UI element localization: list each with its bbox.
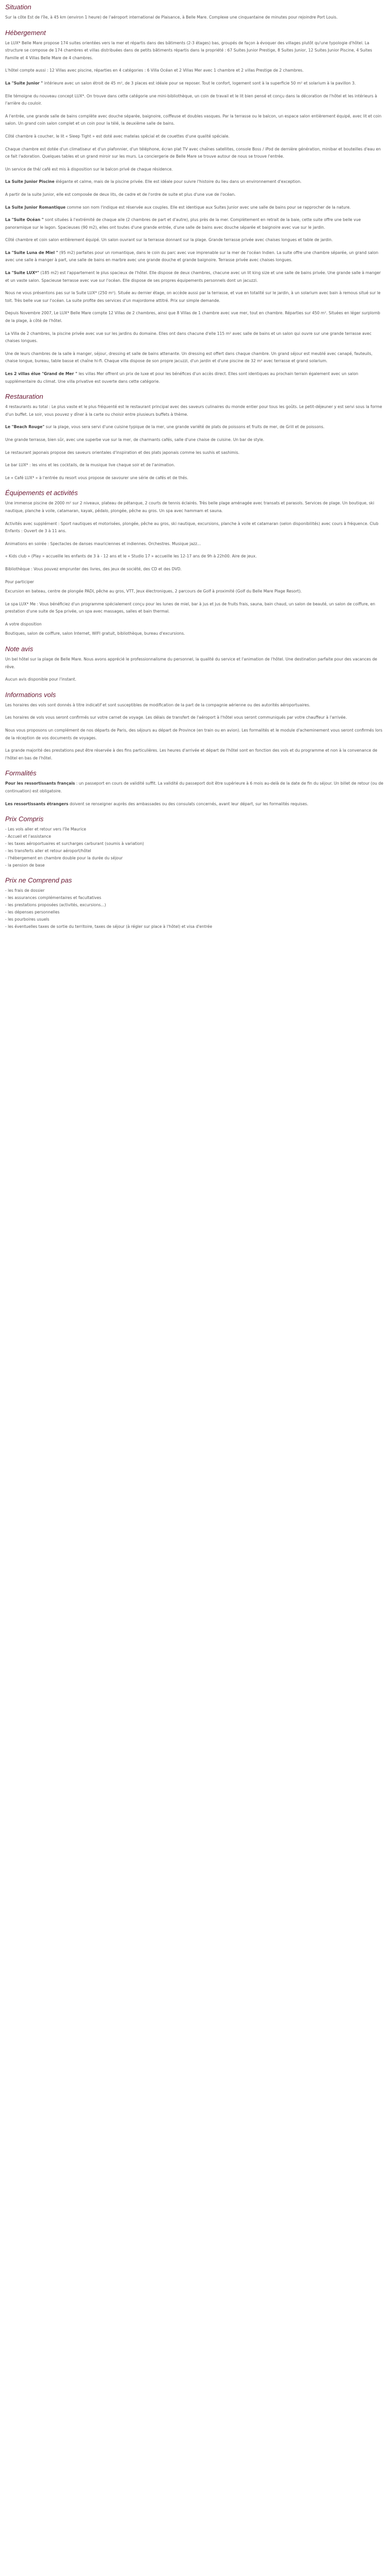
- beach-rouge-label: Le "Beach Rouge": [5, 425, 45, 430]
- equipements-p4: « Kids club » (Play » accueille les enfants de 3 à - 12 ans et le « Studio 17 » accueille les 12-17 ans de 9h à 22h00. Aire de jeux.: [5, 554, 257, 559]
- hebergement-p2: L'hôtel compte aussi : 12 Villas avec piscine, réparties en 4 catégories : 6 Villa Océan et 2 Villas Mer avec 1 chambre et 2 villas Prestige de 2 chambres.: [5, 68, 304, 73]
- suite-ocean-label: La "Suite Océan ": [5, 217, 44, 223]
- formalites-p1-label: Pour les ressortissants français: [5, 781, 75, 786]
- hebergement-p13: Côté chambre et coin salon entièrement équipé. Un salon ouvrant sur la terrasse donnant sur la plage. Grande terrasse privée avec chaises longues et table de jardin.: [5, 238, 333, 243]
- prix-comprend-item: - l'hébergement en chambre double pour la durée du séjour: [5, 856, 123, 861]
- restauration-p1: 4 restaurants au total : Le plus vaste et le plus fréquenté est le restaurant principal avec des saveurs culinaires du monde entier pour tous les goûts. Le petit-déjeuner y est servi sous la forme d'un buffet. Le soir, vous pouvez y dîner à la carte ou choisir entre plusieurs buffets à thème.: [5, 404, 382, 417]
- prix-non-comprend-item: - les pourboires usuels: [5, 917, 50, 922]
- villas-p1: Nous ne vous présentons pas sur la Suite LUX* (250 m²). Située au dernier étage, on accède aussi par la terrasse, et vue en totalité sur le jardin, à un solarium avec bain à remous situé sur le toit. Très belle vue sur l'océan. La suite profite des services d'un majordome attitré. Prix sur simple demande.: [5, 291, 381, 303]
- hebergement-p9: [5, 178, 386, 186]
- note-title: Note avis: [5, 645, 34, 653]
- situation-text: Sur la côte Est de l'île, à 45 km (environ 1 heure) de l'aéroport international de Plaisance, à Belle Mare. Complexe une cinquantaine de minutes pour rejoindre Port Louis.: [5, 15, 338, 20]
- suite-junior-text: intérieure avec un salon étroit de 45 m², de 3 places est idéale pour se reposer. Tout le confort, logement sont à la superficie 50 m² et solarium à la pavillon 3.: [43, 80, 356, 86]
- prix-non-comprend-title: Prix ne Comprend pas: [5, 876, 72, 885]
- formalites-p2-text: doivent se renseigner auprès des ambassades ou des consulats concernés, avant leur départ, sur les formalités requises.: [68, 801, 308, 806]
- prix-non-comprend-item: - les frais de dossier: [5, 888, 45, 893]
- villas-p2: Depuis Novembre 2007, Le LUX* Belle Mare compte 12 Villas de 2 chambres, ainsi que 8 Villas de 1 chambre avec vue mer, tout en chambre. Réparties sur 450 m². Situées en léger surplomb de la plage, à côté de l'hôtel.: [5, 311, 380, 324]
- equipements-p8: Le spa LUX* Me : Vous bénéficiez d'un programme spécialement conçu pour les lunes de miel, bar à jus et jus de fruits frais, sauna, bain chaud, un salon de beauté, un salon de coiffure, en prestation d'une suite de Spa privée, un spa avec massages, salles et bain thermal.: [5, 601, 376, 614]
- hebergement-p4: Elle témoigne du nouveau concept LUX*. On trouve dans cette catégorie une mini-bibliothèque, un coin de travail et le lit bien pensé et conçu dans la décoration de l'hôtel et les intérieurs à l'arrière du couloir.: [5, 93, 378, 106]
- hebergement-p5: A l'entrée, une grande salle de bains complète avec douche séparée, baignoire, coiffeuse et doubles vasques. Par la terrasse ou le balcon, un espace salon entièrement équipé, avec lit et coin salon. Un grand coin salon complet et un coin pour la télé, la deuxième salle de bains.: [5, 113, 382, 126]
- villas-p3: La Villa de 2 chambres, la piscine privée avec vue sur les jardins du domaine. Elles ont dans chacune d'elle 115 m² avec salle de bains et un salon qui ouvre sur une grande terrasse avec chaises longues.: [5, 331, 372, 344]
- hebergement-p1: Le LUX* Belle Mare propose 174 suites orientées vers la mer et répartis dans des bâtiments (2-3 étages) bas, groupés de façon à évoquer des villages plutôt qu'une typologie d'hôtel. La structure se compose de 174 chambres et villas distribuées dans de petits bâtiments répartis dans la propriété : 67 Suites Junior Prestige, 8 Suites Junior, 12 Suites Junior Piscine, 4 Suites Famille et 4 Villas Belle Mare de 4 chambres.: [5, 40, 372, 60]
- hebergement-p8: Un service de thé/ café est mis à disposition sur le balcon privé de chaque résidence.: [5, 166, 173, 172]
- restauration-p4: Le restaurant japonais propose des saveurs orientales d'inspiration et des plats japonais comme les sushis et sashimis.: [5, 450, 240, 455]
- equipements-p7: Excursion en bateau, centre de plongée PADI, pêche au gros, VTT, Jeux électroniques, 2 parcours de Golf à proximité (Golf du Belle Mare Plage Resort).: [5, 589, 302, 594]
- prix-comprend-item: - les taxes aéroportuaires et surcharges carburant (soumis à variation): [5, 841, 144, 846]
- restauration-p6: Le « Café LUX* » à l'entrée du resort vous propose de savourer une série de cafés et de thés.: [5, 475, 188, 480]
- suite-piscine-label: La Suite Junior Piscine: [5, 179, 55, 184]
- suite-lux-text: (185 m2) est l'appartement le plus spacieux de l'hôtel. Elle dispose de deux chambres, chacune avec un lit king size et une salle de bains privée. Une grande salle à manger et un vaste salon. Spacieuse terrasse avec vue sur l'océan. Elle dispose de ses propres équipements personnels dont un jacuzzi.: [5, 270, 381, 283]
- equipements-title: Équipements et activités: [5, 489, 78, 497]
- formalites-p2: [5, 801, 386, 808]
- equipements-p5: Bibliothèque : Vous pouvez emprunter des livres, des jeux de société, des CD et des DVD.: [5, 566, 182, 571]
- informations-p3: Nous vous proposons un complément de nos départs de Paris, des séjours au départ de Province (en train ou en avion). Les formalités et le module d'acheminement vous seront confirmés lors de la réception de vos documents de voyages.: [5, 728, 383, 740]
- hebergement-p11: [5, 204, 386, 212]
- restauration-p3: Une grande terrasse, bien sûr, avec une superbe vue sur la mer, de charmants cafés, salle d'une chaise de cuisine. Un bar de style.: [5, 437, 265, 442]
- prix-comprend-item: - la pension de base: [5, 863, 45, 868]
- hebergement-p12: [5, 216, 386, 231]
- equipements-p3: Animations en soirée : Spectacles de danses mauriciennes et indiennes. Orchestres. Musique jazz...: [5, 541, 201, 546]
- formalites-p1: [5, 780, 386, 795]
- villa-mer-label: Les 2 villas élue "Grand de Mer ": [5, 371, 77, 376]
- prix-comprend-item: - Accueil et l'assistance: [5, 834, 51, 839]
- suite-romantique-text: comme son nom l'indique est réservée aux couples. Elle est identique aux Suites Junior avec une salle de bains pour se rapprocher de la nature.: [66, 205, 351, 210]
- restauration-p2: [5, 423, 386, 431]
- extras-p1: Une de leurs chambres de la salle à manger, séjour, dressing et salle de bains attenante. Un dressing est offert dans chaque chambre. Un grand séjour est meublé avec canapé, fauteuils, chaise longue, bureau, table basse et chaîne hi-fi. Chaque villa dispose de son propre jacuzzi, d'un jardin et d'une piscine de 32 m² avec terrasse et grand solarium.: [5, 351, 373, 364]
- informations-p2: Les horaires de vols vous seront confirmés sur votre carnet de voyage. Les délais de transfert de l'aéroport à l'hôtel vous seront communiqués par votre chauffeur à l'arrivée.: [5, 715, 347, 720]
- suite-lune-label: La "Suite Luna de Miel ": [5, 250, 58, 255]
- informations-p4: La grande majorité des prestations peut être réservée à des fins particulières. Les heures d'arrivée et départ de l'hôtel sont en fonction des vols et du programme et non à la convenance de l'hôtel en bas de l'hôtel.: [5, 748, 378, 760]
- equipements-p9: A votre disposition: [5, 621, 42, 626]
- suite-lux-label: La "Suite LUX*": [5, 270, 39, 276]
- equipements-p10: Boutiques, salon de coiffure, salon Internet, WIFI gratuit, bibliothèque, bureau d'excursions.: [5, 631, 185, 636]
- prix-non-comprend-item: - les prestations proposées (activités, excursions...): [5, 903, 106, 908]
- restauration-p5: Le bar LUX* : les vins et les cocktails, de la musique live chaque soir et de l'animation.: [5, 463, 175, 468]
- formalites-p2-label: Les ressortissants étrangers: [5, 801, 69, 806]
- hebergement-p7: Chaque chambre est dotée d'un climatiseur et d'un plafonnier, d'un téléphone, écran plat TV avec chaînes satellites, console Boss / iPod de dernière génération, minibar et bouteilles d'eau en ce fait l'adoration. Quelques tables et un grand miroir sur les murs. La conciergerie de Belle Mare se trouve autour de nous se trouve l'entrée.: [5, 146, 381, 159]
- suite-lune-text: (95 m2) parfaites pour un romantique, dans le coin du parc avec vue imprenable sur la mer de l'océan Indien. La suite offre une chambre séparée, un grand salon avec une salle à manger à part, une salle de bains en marbre avec une grande douche et grande baignoire. Terrasse privée avec chaises longues.: [5, 250, 379, 263]
- prix-non-comprend-item: - les dépenses personnelles: [5, 910, 60, 915]
- hebergement-p15: [5, 269, 386, 284]
- prix-non-comprend-item: - les éventuelles taxes de sortie du territoire, taxes de séjour (à régler sur place à l'hôtel) et visa d'entrée: [5, 924, 213, 929]
- suite-piscine-text: élégante et calme, mais de la piscine privée. Elle est idéale pour suivre l'histoire du lieu dans un environnement d'exception.: [54, 179, 302, 184]
- informations-p1: Les horaires des vols sont donnés à titre indicatif et sont susceptibles de modification de la part de la compagnie aérienne ou des autorités aéroportuaires.: [5, 702, 311, 707]
- hebergement-p10: A partir de la suite Junior, elle est composée de deux lits, de cadre et de l'ordre de suite et plus d'une vue de l'océan.: [5, 192, 236, 197]
- informations-title: Informations vols: [5, 690, 56, 699]
- suite-ocean-text: sont situées à l'extrémité de chaque aile (2 chambres de part et d'autre), plus près de la mer. Complètement en retrait de la baie, cette suite offre une belle vue panoramique sur le lagon. Spacieuses (90 m2), elles ont toutes d'une grande entrée, d'une salle de bains avec douche séparée et baignoire avec vue sur le jardin.: [5, 217, 361, 230]
- formalites-title: Formalités: [5, 769, 37, 777]
- villa-mer-text: les villas Mer offrent un prix de luxe et pour les bénéfices d'un accès direct. Elles sont identiques au prochain terrain également avec un salon supplémentaire du climat. Une villa privative est ouverte dans cette catégorie.: [5, 371, 359, 384]
- hebergement-title: Hébergement: [5, 28, 46, 37]
- equipements-p1: Une immense piscine de 2000 m² sur 2 niveaux, plateau de pétanque, 2 courts de tennis éclairés. Très belle plage aménagée avec transats et parasols. Services de plage. Un boutique, ski nautique, planche à voile, catamaran, kayak, pédalo, plongée, pêche au gros. Un spa avec hammam et sauna.: [5, 501, 374, 513]
- formalites-p1-text: : un passeport en cours de validité suffit. La validité du passeport doit être supérieure à 6 mois au-delà de la date de fin du séjour. Un billet de retour (ou de continuation) est obligatoire.: [5, 781, 383, 793]
- prix-comprend-title: Prix Compris: [5, 815, 44, 823]
- note-p1: Un bel hôtel sur la plage de Belle Mare. Nous avons apprécié le professionnalisme du personnel, la qualité du service et l'animation de l'hôtel. Une destination parfaite pour des vacances de rêve.: [5, 657, 378, 669]
- situation-title: Situation: [5, 3, 31, 11]
- beach-rouge-text: sur la plage, vous sera servi d'une cuisine typique de la mer, une grande variété de plats de poissons et fruits de mer, de Grill et de poissons.: [44, 425, 325, 430]
- note-p2: Aucun avis disponible pour l'instant.: [5, 677, 76, 682]
- hebergement-p6: Côté chambre à coucher, le lit « Sleep Tight » est doté avec matelas spécial et de couettes d'une qualité spéciale.: [5, 133, 230, 139]
- extras-p2: [5, 370, 386, 385]
- hebergement-p14: [5, 249, 386, 264]
- equipements-p6: Pour participer: [5, 579, 34, 584]
- equipements-p2: Activités avec supplément : Sport nautiques et motorisées, plongée, pêche au gros, ski nautique, excursions, planche à voile et catamaran (selon disponibilités) avec cours à fréquence. Club Enfants : Ouvert de 3 à 11 ans.: [5, 521, 379, 534]
- suite-junior-label: La "Suite Junior ": [5, 80, 43, 86]
- prix-comprend-item: - les transferts aller et retour aéroport/hôtel: [5, 849, 91, 854]
- hebergement-p3: [5, 80, 386, 88]
- suite-romantique-label: La Suite Junior Romantique: [5, 205, 66, 210]
- prix-non-comprend-item: - les assurances complémentaires et facultatives: [5, 895, 102, 901]
- restauration-title: Restauration: [5, 393, 43, 401]
- prix-comprend-item: - Les vols aller et retour vers l'île Maurice: [5, 827, 86, 832]
